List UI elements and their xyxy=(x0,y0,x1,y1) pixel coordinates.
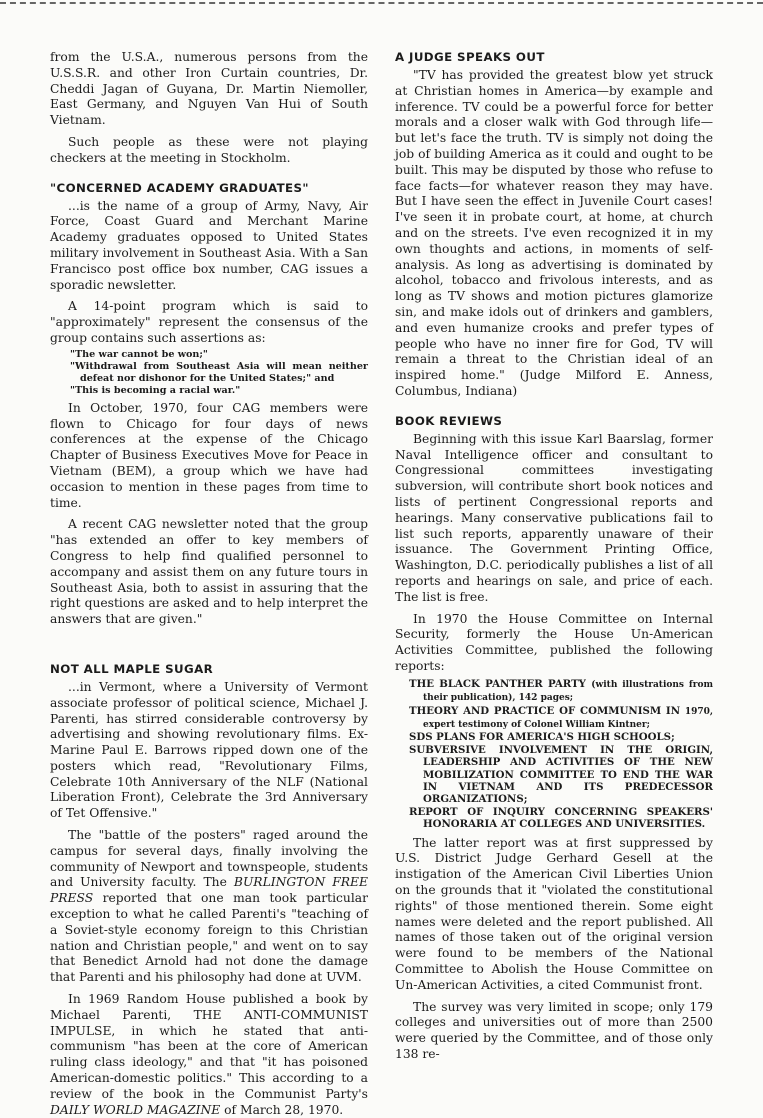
report-item: SUBVERSIVE INVOLVEMENT IN THE ORIGIN, LEADERSHIP AND ACTIVITIES OF THE NEW MOBILIZATION COMMITTEE TO END THE WAR IN VIETNAM AND ITS PREDECESSOR ORGANIZATIONS; xyxy=(409,743,713,806)
maple-paragraph-3 xyxy=(50,992,368,1118)
publication-title: BURLINGTON FREE PRESS xyxy=(50,875,368,906)
maple-text: reported that one man took particular exception to what he called Parenti's "teaching of a Soviet-style economy foreign to this Christian nation and Christian people," and went on to say that Benedict Arnold had not done the damage that Parenti and his philosophy had done at UVM. xyxy=(50,891,368,985)
judge-heading: A JUDGE SPEAKS OUT xyxy=(395,50,545,64)
cag-quote: "The war cannot be won;" xyxy=(70,348,208,360)
publication-title: DAILY WORLD MAGAZINE xyxy=(50,1102,221,1117)
book-reviews-paragraph-1: Beginning with this issue Karl Baarslag, former Naval Intelligence officer and consultant to Congressional committees investigating subversion, will contribute short book notices and lists of pertinent Congressional reports and hearings. Many conservative publications fail to list such reports, apparently unaware of their issuance. The Government Printing Office, Washington, D.C. periodically publishes a list of all reports and hearings on sale, and price of each. The list is free. xyxy=(395,431,713,604)
maple-text: of March 28, 1970. xyxy=(220,1102,344,1117)
report-item: THE BLACK PANTHER PARTY (with illustrations from their publication), 142 pages; xyxy=(409,677,713,704)
cag-quote-list xyxy=(50,349,368,397)
top-border-rule xyxy=(0,2,763,4)
cag-quote: "Withdrawal from Southeast Asia will mean neither defeat nor dishonor for the United States;" and xyxy=(70,360,368,384)
left-column xyxy=(50,50,368,1118)
right-column xyxy=(395,50,713,1063)
report-item: REPORT OF INQUIRY CONCERNING SPEAKERS' HONORARIA AT COLLEGES AND UNIVERSITIES. xyxy=(409,805,713,831)
report-item: SDS PLANS FOR AMERICA'S HIGH SCHOOLS; xyxy=(409,731,675,744)
book-reviews-paragraph-2: In 1970 the House Committee on Internal Security, formerly the House Un-American Activities Committee, published the following reports: xyxy=(395,611,713,673)
judge-paragraph: "TV has provided the greatest blow yet struck at Christian homes in America—by example and inference. TV could be a powerful force for better morals and a closer walk with God through life—but let's face the truth. TV is simply not doing the job of building America as it could and ought to be built. This may be disputed by those who refuse to face facts—for whatever reason they may have. But I have seen the effect in Juvenile Court cases! I've seen it in probate court, at home, at church and on the streets. I've even recognized it in my own thoughts and actions, in moments of self-analysis. As long as advertising is dominated by alcohol, tobacco and frivolous interests, and as long as TV shows and motion pictures glamorize sin, and make idols out of drinkers and gamblers, and even humanize crooks and prefer types of people who have no inner fire for God, TV will remain a threat to the Christian ideal of an inspired home." (Judge Milford E. Anness, Columbus, Indiana) xyxy=(395,68,713,398)
maple-paragraph-1: ...in Vermont, where a University of Vermont associate professor of political science, Michael J. Parenti, has stirred considerable controversy by advertising and showing revolutionary films. Ex-Marine Paul E. Barrows ripped down one of the posters which read, "Revolutionary Films, Celebrate 10th Anniversary of the NLF (National Liberation Front), Celebrate the 3rd Anniversary of Tet Offensive." xyxy=(50,679,368,821)
book-reviews-paragraph-4: The survey was very limited in scope; only 179 colleges and universities out of more than 2500 were queried by the Committee, and of those only 138 re- xyxy=(395,999,713,1061)
maple-paragraph-2 xyxy=(50,828,368,986)
report-list xyxy=(395,678,713,831)
checkers-paragraph: Such people as these were not playing checkers at the meeting in Stockholm. xyxy=(50,134,368,165)
maple-heading: NOT ALL MAPLE SUGAR xyxy=(50,661,214,676)
cag-quote: "This is becoming a racial war." xyxy=(70,384,241,396)
cag-paragraph-4: A recent CAG newsletter noted that the group "has extended an offer to key members of Congress to help find qualified personnel to accompany and assist them on any future tours in Southeast Asia, both to assist in assuring that the right questions are asked and to help interpret the answers that are given." xyxy=(50,517,368,627)
cag-heading: "CONCERNED ACADEMY GRADUATES" xyxy=(50,180,309,195)
cag-paragraph-2: A 14-point program which is said to "approximately" represent the consensus of the group contains such assertions as: xyxy=(50,299,368,345)
cag-paragraph-3: In October, 1970, four CAG members were flown to Chicago for four days of news conferences at the expense of the Chicago Chapter of Business Executives Move for Peace in Vietnam (BEM), a group which we have had occasion to mention in these pages from time to time. xyxy=(50,400,368,510)
maple-text: In 1969 Random House published a book by Michael Parenti, THE ANTI-COMMUNIST IMPULSE, in which he stated that anti-communism "has been at the core of American ruling class ideology," and that "it has poisoned American-domestic politics." This according to a review of the book in the Communist Party's xyxy=(50,992,368,1101)
book-reviews-paragraph-3: The latter report was at first suppressed by U.S. District Judge Gerhard Gesell at the instigation of the American Civil Liberties Union on the grounds that it "violated the constitutional rights" of those mentioned therein. Some eight names were deleted and the report published. All names of those taken out of the original version were found to be members of the National Committee to Abolish the House Committee on Un-American Activities, a cited Communist front. xyxy=(395,835,713,992)
maple-text: The "battle of the posters" raged around the campus for several days, finally involving the community of Newport and townspeople, students and University faculty. The xyxy=(50,828,368,890)
report-item: THEORY AND PRACTICE OF COMMUNISM IN 1970, expert testimony of Colonel William Kintner; xyxy=(409,704,713,730)
cag-paragraph-1: ...is the name of a group of Army, Navy, Air Force, Coast Guard and Merchant Marine Academy graduates opposed to United States military involvement in Southeast Asia. With a San Francisco post office box number, CAG issues a sporadic newsletter. xyxy=(50,198,368,292)
intro-paragraph: from the U.S.A., numerous persons from the U.S.S.R. and other Iron Curtain countries, Dr. Cheddi Jagan of Guyana, Dr. Martin Niemoller, East Germany, and Nguyen Van Hui of South Vietnam. xyxy=(50,50,368,128)
book-reviews-heading: BOOK REVIEWS xyxy=(395,413,503,428)
